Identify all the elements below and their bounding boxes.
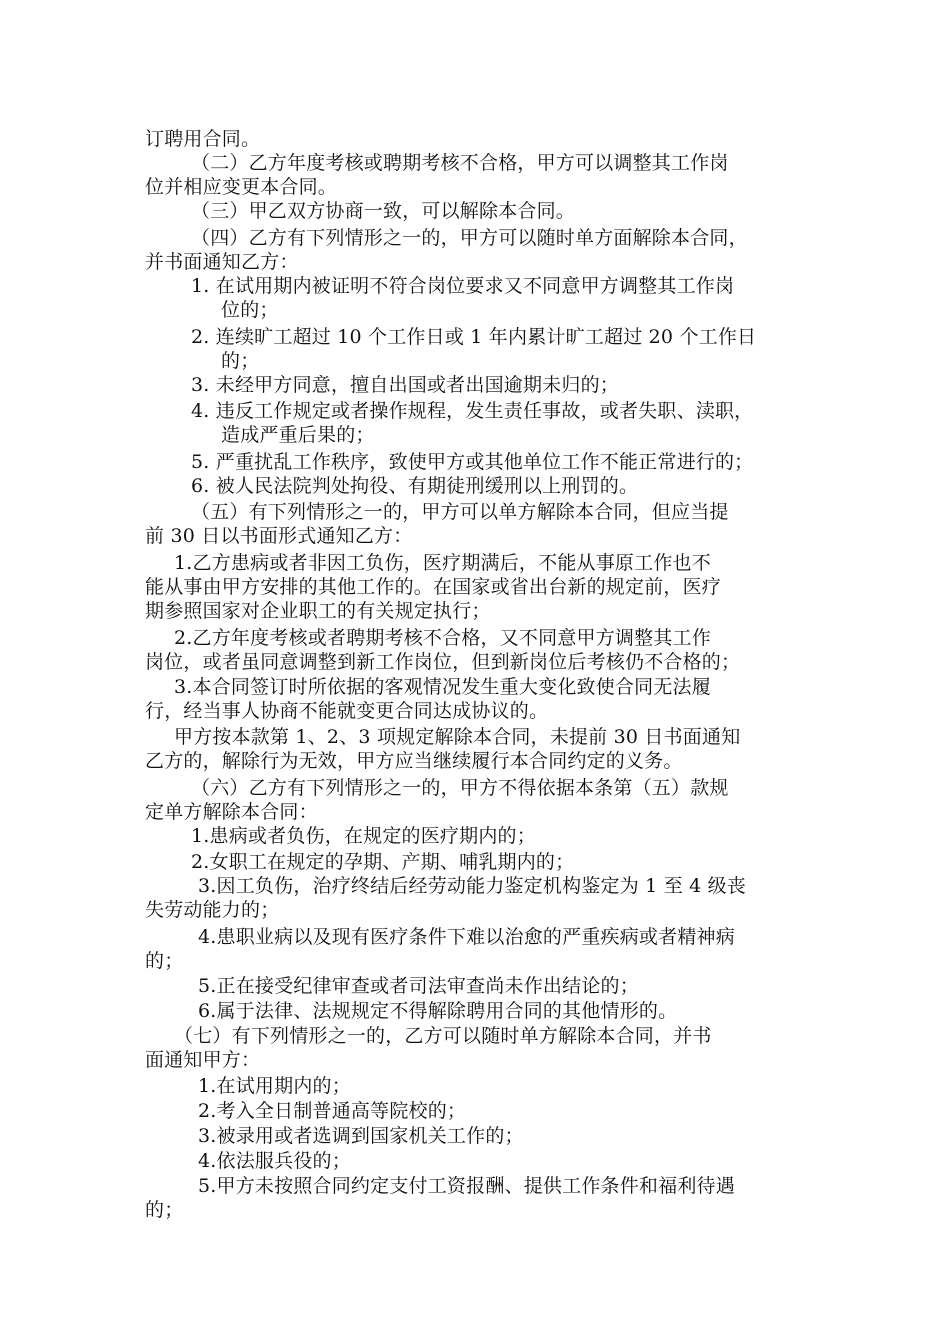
text-line: （二）乙方年度考核或聘期考核不合格，甲方可以调整其工作岗 [191, 152, 729, 174]
text-line: 2. 连续旷工超过 10 个工作日或 1 年内累计旷工超过 20 个工作日 [191, 326, 757, 348]
text-line: 定单方解除本合同： [145, 801, 318, 823]
text-line: 的； [221, 350, 260, 372]
text-line: 2.乙方年度考核或者聘期考核不合格，又不同意甲方调整其工作 [174, 627, 711, 649]
text-line: 造成严重后果的； [221, 424, 375, 446]
text-line: 并书面通知乙方： [145, 251, 299, 273]
text-line: 3.本合同签订时所依据的客观情况发生重大变化致使合同无法履 [174, 676, 711, 698]
text-line: 能从事由甲方安排的其他工作的。在国家或省出台新的规定前，医疗 [145, 576, 722, 598]
text-line: 乙方的，解除行为无效，甲方应当继续履行本合同约定的义务。 [145, 750, 683, 772]
text-line: 5.正在接受纪律审查或者司法审查尚未作出结论的； [198, 975, 639, 997]
text-line: 1.患病或者负伤，在规定的医疗期内的； [191, 825, 536, 847]
text-line: 行，经当事人协商不能就变更合同达成协议的。 [145, 700, 549, 722]
text-line: 6. 被人民法院判处拘役、有期徒刑缓刑以上刑罚的。 [191, 475, 639, 497]
text-line: 的； [145, 1199, 184, 1221]
text-line: 的； [145, 950, 184, 972]
text-line: 5.甲方未按照合同约定支付工资报酬、提供工作条件和福利待遇 [198, 1175, 735, 1197]
text-line: （三）甲乙双方协商一致，可以解除本合同。 [191, 200, 576, 222]
text-line: 4.患职业病以及现有医疗条件下难以治愈的严重疾病或者精神病 [198, 926, 735, 948]
text-line: 4. 违反工作规定或者操作规程，发生责任事故，或者失职、渎职， [191, 400, 754, 422]
text-line: 期参照国家对企业职工的有关规定执行； [145, 600, 491, 622]
text-line: 2.女职工在规定的孕期、产期、哺乳期内的； [191, 851, 575, 873]
text-line: 6.属于法律、法规规定不得解除聘用合同的其他情形的。 [198, 1000, 678, 1022]
text-line: 岗位，或者虽同意调整到新工作岗位，但到新岗位后考核仍不合格的； [145, 651, 741, 673]
text-line: 甲方按本款第 1、2、3 项规定解除本合同，未提前 30 日书面通知 [174, 726, 741, 748]
text-line: 前 30 日以书面形式通知乙方： [145, 525, 413, 547]
text-line: 位并相应变更本合同。 [145, 176, 338, 198]
text-line: 4.依法服兵役的； [198, 1150, 351, 1172]
text-line: 5. 严重扰乱工作秩序，致使甲方或其他单位工作不能正常进行的； [191, 451, 754, 473]
text-line: （四）乙方有下列情形之一的，甲方可以随时单方面解除本合同， [191, 227, 748, 249]
text-line: 1.在试用期内的； [198, 1075, 351, 1097]
text-line: 位的； [221, 299, 279, 321]
text-line: （六）乙方有下列情形之一的，甲方不得依据本条第（五）款规 [191, 777, 729, 799]
text-line: 3.被录用或者选调到国家机关工作的； [198, 1125, 524, 1147]
text-line: 1. 在试用期内被证明不符合岗位要求又不同意甲方调整其工作岗 [191, 275, 735, 297]
text-line: （七）有下列情形之一的，乙方可以随时单方解除本合同，并书 [174, 1025, 712, 1047]
text-line: 3.因工负伤，治疗终结后经劳动能力鉴定机构鉴定为 1 至 4 级丧 [198, 875, 747, 897]
text-line: 2.考入全日制普通高等院校的； [198, 1100, 467, 1122]
text-line: 1.乙方患病或者非因工负伤，医疗期满后，不能从事原工作也不 [174, 552, 711, 574]
text-line: 订聘用合同。 [145, 128, 261, 150]
text-line: 失劳动能力的； [145, 899, 280, 921]
text-line: 3. 未经甲方同意，擅自出国或者出国逾期未归的； [191, 374, 619, 396]
text-line: 面通知甲方： [145, 1049, 261, 1071]
text-line: （五）有下列情形之一的，甲方可以单方解除本合同，但应当提 [191, 501, 729, 523]
